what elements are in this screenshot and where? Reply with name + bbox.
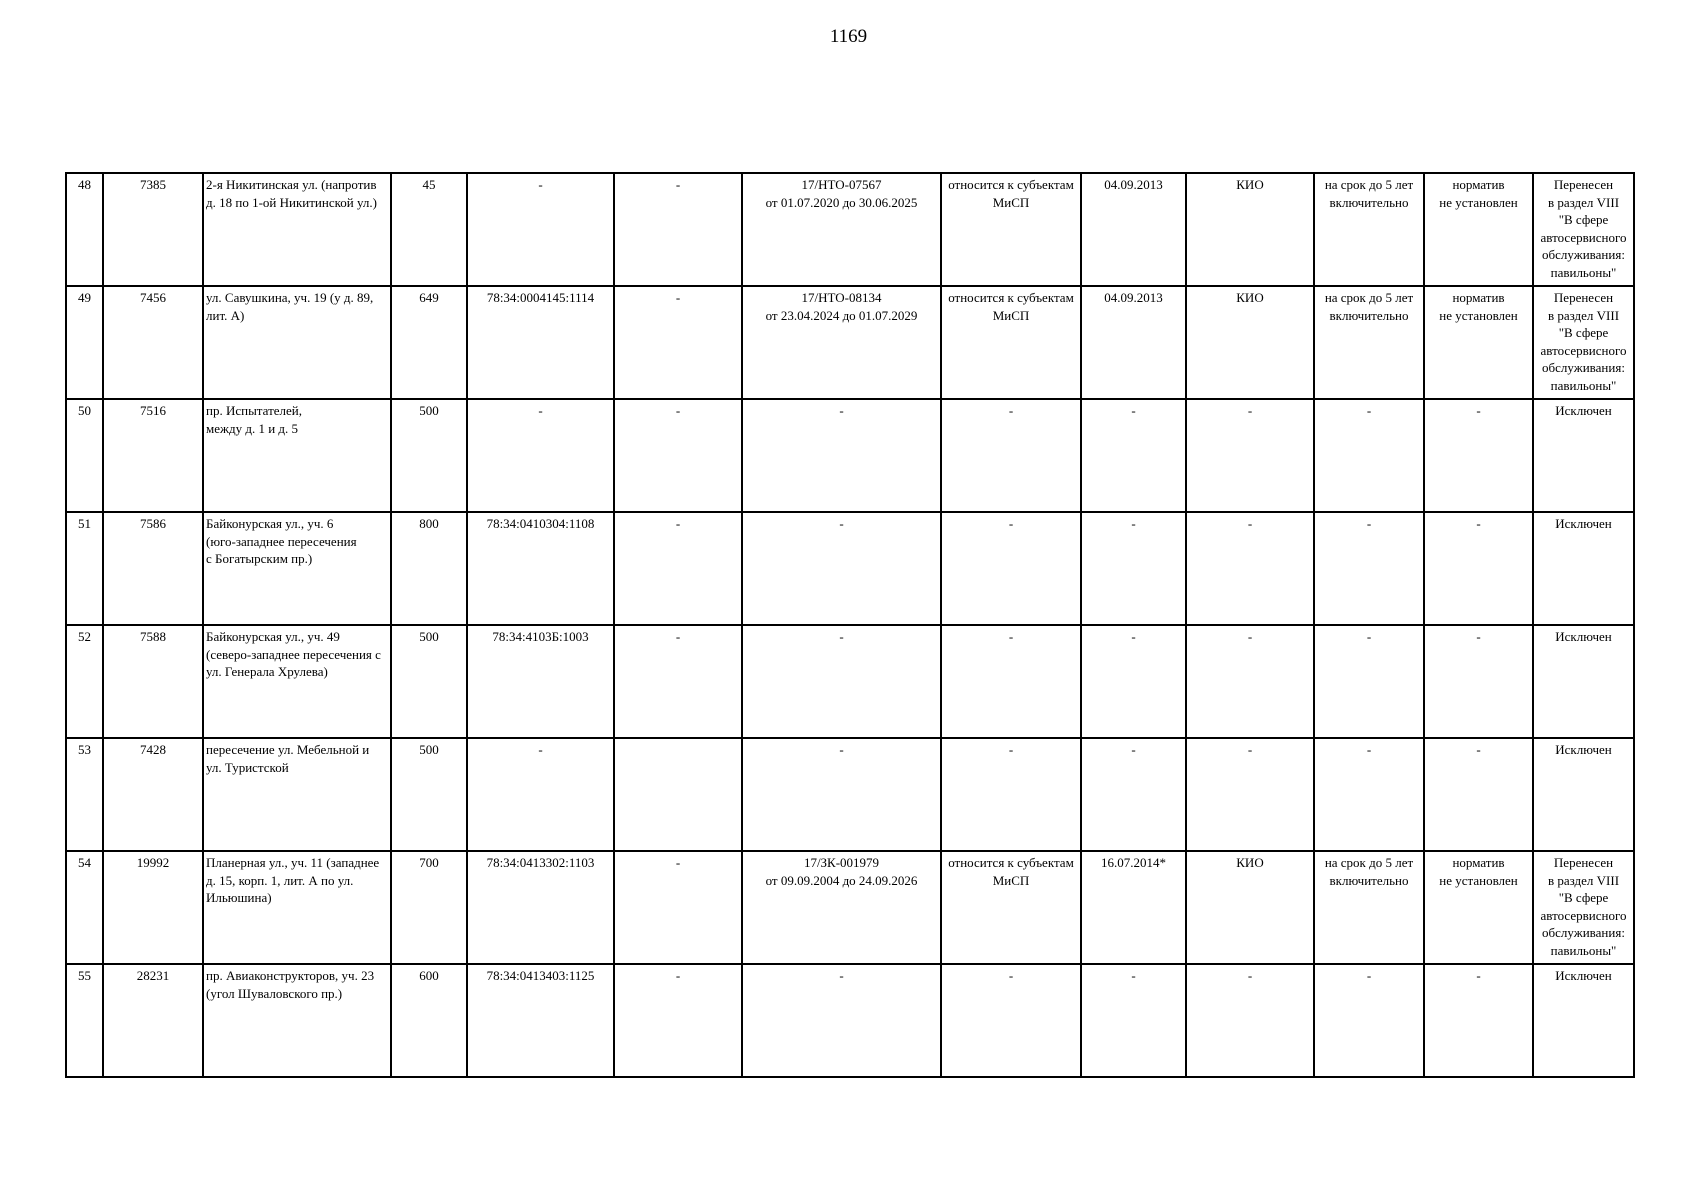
area-cell-text: 800 [419,516,439,531]
table-row [66,738,1634,851]
smsp-cell-text: - [1008,403,1014,418]
smsp-cell-text: - [1008,968,1014,983]
smsp-cell [941,964,1081,1077]
area-cell [391,286,467,399]
organization-cell [1186,625,1314,738]
object-id-cell [103,851,203,964]
table-row [66,964,1634,1077]
object-id-cell [103,173,203,286]
row-number-cell [66,625,103,738]
status-cell-text: Исключен [1555,516,1612,531]
date-cell-text: - [1131,742,1136,757]
column-5-cell-text: - [675,177,681,192]
organization-cell-text: - [1247,968,1253,983]
cadastral-number-cell-text: - [538,177,543,192]
object-id-cell [103,399,203,512]
cadastral-number-cell-text: 78:34:0410304:1108 [486,516,595,531]
contract-cell [742,964,941,1077]
object-id-cell-text: 7516 [140,403,166,418]
area-cell [391,738,467,851]
address-cell-text: пр. Испытателей, между д. 1 и д. 5 [206,403,302,436]
row-number-cell [66,964,103,1077]
smsp-cell [941,173,1081,286]
norm-cell-text: - [1476,968,1481,983]
area-cell [391,964,467,1077]
address-cell-text: Байконурская ул., уч. 6 (юго-западнее пересечения с Богатырским пр.) [206,516,357,566]
norm-cell [1424,738,1533,851]
row-number-cell [66,851,103,964]
status-cell [1533,625,1634,738]
cadastral-number-cell [467,964,614,1077]
status-cell [1533,738,1634,851]
column-5-cell-text: - [675,516,681,531]
organization-cell-text: КИО [1236,855,1264,870]
contract-cell [742,173,941,286]
term-cell-text: - [1366,968,1372,983]
norm-cell [1424,512,1533,625]
norm-cell [1424,286,1533,399]
address-cell-text: ул. Савушкина, уч. 19 (у д. 89, лит. А) [206,290,374,323]
area-cell-text: 500 [419,742,439,757]
object-id-cell-text: 7456 [140,290,166,305]
column-5-cell [614,625,742,738]
table-row [66,851,1634,964]
smsp-cell [941,399,1081,512]
registry-table [65,172,1635,1078]
norm-cell-text: норматив не установлен [1439,177,1518,210]
column-5-cell-text: - [675,855,681,870]
object-id-cell [103,625,203,738]
norm-cell-text: - [1476,742,1481,757]
contract-cell [742,738,941,851]
date-cell-text: 16.07.2014* [1101,855,1166,870]
date-cell-text: 04.09.2013 [1104,177,1163,192]
status-cell-text: Исключен [1555,968,1612,983]
norm-cell [1424,851,1533,964]
cadastral-number-cell [467,173,614,286]
organization-cell-text: - [1247,516,1253,531]
norm-cell [1424,964,1533,1077]
cadastral-number-cell-text: 78:34:0004145:1114 [486,290,595,305]
row-number-cell-text: 48 [78,177,91,192]
contract-cell [742,399,941,512]
contract-cell [742,512,941,625]
area-cell-text: 600 [419,968,439,983]
address-cell [203,173,391,286]
smsp-cell-text: относится к субъектам МиСП [948,290,1074,323]
address-cell-text: пересечение ул. Мебельной и ул. Туристской [206,742,370,775]
date-cell [1081,399,1186,512]
contract-cell-text: 17/НТО-07567 от 01.07.2020 до 30.06.2025 [765,177,918,210]
row-number-cell [66,173,103,286]
address-cell [203,964,391,1077]
object-id-cell-text: 7588 [140,629,166,644]
cadastral-number-cell [467,625,614,738]
status-cell-text: Перенесен в раздел VIII "В сфере автосервисного обслуживания: павильоны" [1540,177,1627,280]
date-cell-text: - [1131,403,1136,418]
date-cell [1081,512,1186,625]
date-cell [1081,964,1186,1077]
term-cell [1314,286,1424,399]
smsp-cell-text: - [1008,516,1014,531]
term-cell [1314,738,1424,851]
term-cell-text: - [1366,742,1372,757]
status-cell [1533,851,1634,964]
status-cell-text: Исключен [1555,403,1612,418]
row-number-cell [66,286,103,399]
address-cell-text: Планерная ул., уч. 11 (западнее д. 15, корп. 1, лит. А по ул. Ильюшина) [206,855,380,905]
row-number-cell-text: 51 [78,516,91,531]
contract-cell-text: - [839,629,844,644]
status-cell [1533,173,1634,286]
date-cell-text: - [1131,629,1136,644]
contract-cell-text: - [839,516,844,531]
column-5-cell [614,286,742,399]
term-cell [1314,625,1424,738]
address-cell-text: 2-я Никитинская ул. (напротив д. 18 по 1-ой Никитинской ул.) [206,177,377,210]
table-row [66,625,1634,738]
address-cell-text: Байконурская ул., уч. 49 (северо-западнее пересечения с ул. Генерала Хрулева) [206,629,381,679]
cadastral-number-cell-text: - [538,742,543,757]
norm-cell-text: норматив не установлен [1439,855,1518,888]
object-id-cell-text: 28231 [136,968,170,983]
organization-cell [1186,738,1314,851]
object-id-cell [103,738,203,851]
organization-cell [1186,399,1314,512]
row-number-cell-text: 54 [78,855,91,870]
smsp-cell-text: относится к субъектам МиСП [948,177,1074,210]
object-id-cell [103,512,203,625]
term-cell [1314,512,1424,625]
term-cell-text: на срок до 5 лет включительно [1324,855,1414,888]
column-5-cell-text: - [675,290,681,305]
column-5-cell [614,512,742,625]
smsp-cell-text: - [1008,742,1014,757]
status-cell [1533,512,1634,625]
organization-cell-text: - [1247,742,1253,757]
cadastral-number-cell [467,399,614,512]
contract-cell-text: 17/ЗК-001979 от 09.09.2004 до 24.09.2026 [765,855,918,888]
smsp-cell-text: относится к субъектам МиСП [948,855,1074,888]
row-number-cell-text: 53 [78,742,91,757]
contract-cell-text: - [839,742,844,757]
organization-cell-text: - [1247,629,1253,644]
address-cell [203,286,391,399]
object-id-cell [103,964,203,1077]
status-cell [1533,286,1634,399]
area-cell [391,512,467,625]
cadastral-number-cell-text: 78:34:0413302:1103 [486,855,595,870]
object-id-cell-text: 7586 [140,516,166,531]
term-cell-text: - [1366,516,1372,531]
row-number-cell-text: 49 [78,290,91,305]
term-cell [1314,964,1424,1077]
row-number-cell [66,738,103,851]
smsp-cell [941,512,1081,625]
status-cell [1533,399,1634,512]
area-cell-text: 649 [419,290,439,305]
table-body [66,173,1634,1077]
table-row [66,399,1634,512]
status-cell-text: Перенесен в раздел VIII "В сфере автосервисного обслуживания: павильоны" [1540,290,1627,393]
term-cell [1314,851,1424,964]
organization-cell-text: КИО [1236,290,1264,305]
address-cell [203,851,391,964]
contract-cell-text: 17/НТО-08134 от 23.04.2024 до 01.07.2029 [765,290,918,323]
date-cell [1081,625,1186,738]
cadastral-number-cell [467,738,614,851]
column-5-cell [614,399,742,512]
area-cell-text: 500 [419,403,439,418]
address-cell [203,738,391,851]
column-5-cell [614,173,742,286]
row-number-cell [66,512,103,625]
organization-cell [1186,851,1314,964]
address-cell [203,512,391,625]
organization-cell-text: КИО [1236,177,1264,192]
norm-cell-text: норматив не установлен [1439,290,1518,323]
term-cell-text: на срок до 5 лет включительно [1324,290,1414,323]
contract-cell-text: - [839,403,844,418]
address-cell [203,399,391,512]
date-cell [1081,173,1186,286]
term-cell [1314,173,1424,286]
date-cell-text: - [1131,516,1136,531]
status-cell [1533,964,1634,1077]
organization-cell [1186,964,1314,1077]
date-cell-text: - [1131,968,1136,983]
area-cell [391,399,467,512]
column-5-cell [614,964,742,1077]
address-cell-text: пр. Авиаконструкторов, уч. 23 (угол Шуваловского пр.) [206,968,375,1001]
column-5-cell [614,851,742,964]
date-cell [1081,851,1186,964]
norm-cell-text: - [1476,403,1481,418]
cadastral-number-cell [467,286,614,399]
area-cell-text: 500 [419,629,439,644]
row-number-cell-text: 52 [78,629,91,644]
term-cell-text: - [1366,403,1372,418]
object-id-cell-text: 7428 [140,742,166,757]
cadastral-number-cell-text: 78:34:4103Б:1003 [492,629,589,644]
area-cell [391,851,467,964]
column-5-cell [614,738,742,851]
term-cell-text: на срок до 5 лет включительно [1324,177,1414,210]
organization-cell [1186,173,1314,286]
date-cell [1081,738,1186,851]
smsp-cell [941,851,1081,964]
smsp-cell-text: - [1008,629,1014,644]
area-cell [391,625,467,738]
table-row [66,512,1634,625]
object-id-cell-text: 19992 [136,855,170,870]
row-number-cell-text: 50 [78,403,91,418]
object-id-cell [103,286,203,399]
row-number-cell [66,399,103,512]
contract-cell [742,625,941,738]
status-cell-text: Исключен [1555,629,1612,644]
column-5-cell-text: - [675,629,681,644]
object-id-cell-text: 7385 [140,177,166,192]
page-number: 1169 [829,26,868,47]
table-row [66,286,1634,399]
table-row [66,173,1634,286]
organization-cell-text: - [1247,403,1253,418]
contract-cell [742,286,941,399]
term-cell [1314,399,1424,512]
smsp-cell [941,286,1081,399]
contract-cell [742,851,941,964]
area-cell [391,173,467,286]
cadastral-number-cell-text: 78:34:0413403:1125 [486,968,595,983]
address-cell [203,625,391,738]
area-cell-text: 700 [419,855,439,870]
term-cell-text: - [1366,629,1372,644]
column-5-cell-text: - [675,968,681,983]
norm-cell-text: - [1476,629,1481,644]
contract-cell-text: - [839,968,844,983]
area-cell-text: 45 [422,177,436,192]
cadastral-number-cell [467,851,614,964]
norm-cell [1424,173,1533,286]
status-cell-text: Исключен [1555,742,1612,757]
cadastral-number-cell-text: - [538,403,543,418]
organization-cell [1186,512,1314,625]
organization-cell [1186,286,1314,399]
smsp-cell [941,738,1081,851]
row-number-cell-text: 55 [78,968,91,983]
norm-cell-text: - [1476,516,1481,531]
date-cell-text: 04.09.2013 [1104,290,1163,305]
norm-cell [1424,625,1533,738]
cadastral-number-cell [467,512,614,625]
norm-cell [1424,399,1533,512]
column-5-cell-text: - [675,403,681,418]
status-cell-text: Перенесен в раздел VIII "В сфере автосервисного обслуживания: павильоны" [1540,855,1627,958]
smsp-cell [941,625,1081,738]
date-cell [1081,286,1186,399]
